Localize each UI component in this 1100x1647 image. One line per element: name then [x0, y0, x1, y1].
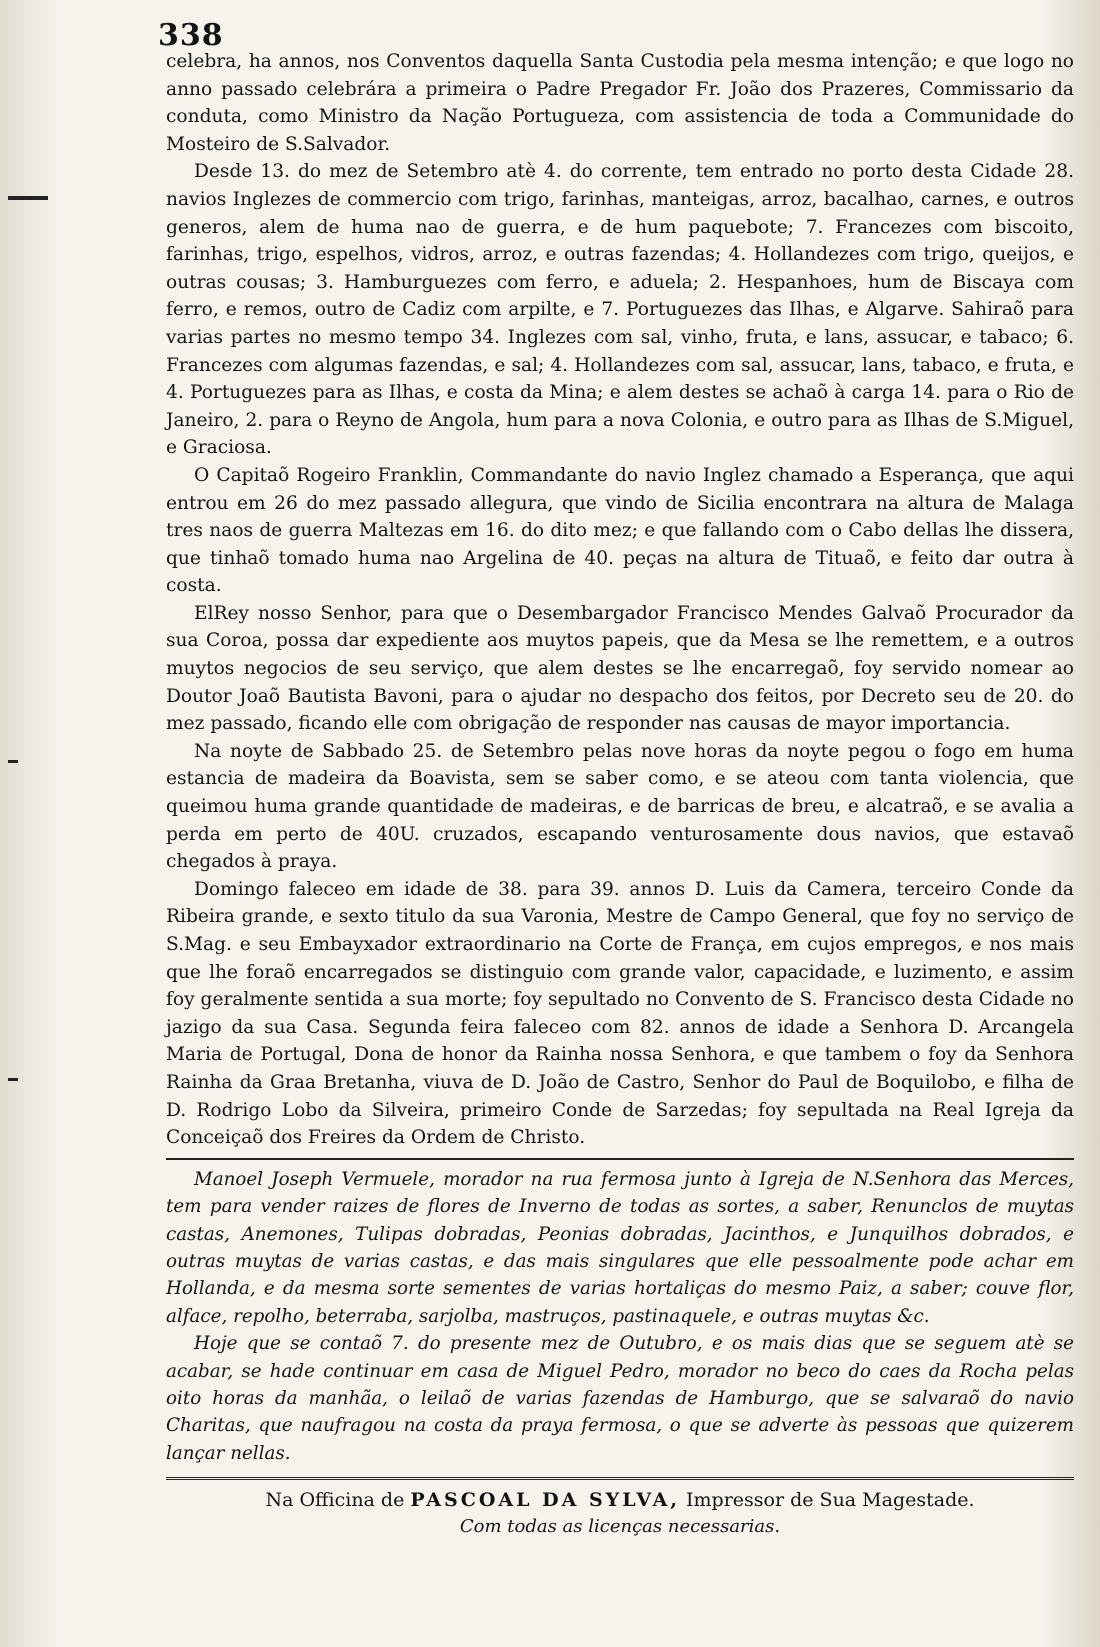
section-divider: [166, 1158, 1074, 1160]
imprint-prefix: Na Officina de: [265, 1489, 405, 1512]
page-number: 338: [158, 18, 224, 53]
margin-mark: [8, 760, 18, 763]
imprint-suffix: Impressor de Sua Magestade.: [686, 1489, 975, 1512]
news-paragraph: celebra, ha annos, nos Conventos daquella Santa Custodia pela mesma intenção; e que logo no anno passado celebrára a primeira o Padre Pregador Fr. João dos Prazeres, Commissario da conduta, como Ministro da Nação Portugueza, com assistencia de toda a Communidade do Mosteiro de S.Salvador.: [166, 51, 1074, 155]
news-paragraph: Desde 13. do mez de Setembro atè 4. do corrente, tem entrado no porto desta Cidade 28. navios Inglezes de commercio com trigo, farinhas, manteigas, arroz, bacalhao, carnes, e outros generos, alem de huma nao de guerra, e de hum paquebote; 7. Francezes com biscoito, farinhas, trigo, espelhos, vidros, arroz, e outras fazendas; 4. Hollandezes com trigo, queijos, e outras cousas; 3. Hamburguezes com ferro, e aduela; 2. Hespanhoes, hum de Biscaya com ferro, e remos, outro de Cadiz com arpilte, e 7. Portuguezes das Ilhas, e Algarve. Sahiraõ para varias partes no mesmo tempo 34. Inglezes com sal, vinho, fruta, e lans, assucar, e tabaco; 6. Francezes com algumas fazendas, e sal; 4. Hollandezes com sal, assucar, lans, tabaco, e fruta, e 4. Portuguezes para as Ilhas, e costa da Mina; e alem destes se achaõ à carga 14. para o Rio de Janeiro, 2. para o Reyno de Angola, hum para a nova Colonia, e outro para as Ilhas de S.Miguel, e Graciosa.: [166, 161, 1074, 459]
margin-mark: [8, 1078, 18, 1081]
margin-mark: [8, 196, 48, 200]
news-paragraph: Domingo faleceo em idade de 38. para 39. annos D. Luis da Camera, terceiro Conde da Ribeira grande, e sexto titulo da sua Varonia, Mestre de Campo General, que foy no serviço de S.Mag. e seu Embayxador extraordinario na Corte de França, em cujos empregos, e nos mais que lhe foraõ encarregados se distinguio com grande valor, capacidade, e luzimento, e assim foy geralmente sentida a sua morte; foy sepultado no Convento de S. Francisco desta Cidade no jazigo da sua Casa. Segunda feira faleceo com 82. annos de idade a Senhora D. Arcangela Maria de Portugal, Dona de honor da Rainha nossa Senhora, e que tambem o foy da Senhora Rainha da Graa Bretanha, viuva de D. João de Castro, Senhor do Paul de Boquilobo, e filha de D. Rodrigo Lobo da Silveira, primeiro Conde de Sarzedas; foy sepultada na Real Igreja da Conceiçaõ dos Freires da Ordem de Christo.: [166, 878, 1074, 1149]
advertisement: Manoel Joseph Vermuele, morador na rua fermosa junto à Igreja de N.Senhora das Merces, tem para vender raizes de flores de Inverno de todas as sortes, a saber, Renunclos de muytas castas, Anemones, Tulipas dobradas, Peonias dobradas, Jacinthos, e Junquilhos dobrados, e outras muytas de varias castas, e das mais singulares que elle pessoalmente pode achar em Hollanda, e da mesma sorte sementes de varias hortaliças do mesmo Paiz, a saber; couve flor, alface, repolho, beterraba, sarjolba, mastruços, pastinaquele, e outras muytas &c.: [166, 1168, 1074, 1327]
licences-line: Com todas as licenças necessarias.: [459, 1516, 781, 1538]
news-paragraph: ElRey nosso Senhor, para que o Desembargador Francisco Mendes Galvaõ Procurador da sua Coroa, possa dar expediente aos muytos papeis, que da Mesa se lhe remettem, e a outros muytos negocios de seu serviço, que alem destes se lhe encarregaõ, foy servido nomear ao Doutor Joaõ Bautista Bavoni, para o ajudar no despacho dos feitos, por Decreto seu de 20. do mez passado, ficando elle com obrigação de responder nas causas de mayor importancia.: [166, 602, 1074, 735]
news-paragraph: O Capitaõ Rogeiro Franklin, Commandante do navio Inglez chamado a Esperança, que aqui entrou em 26 do mez passado allegura, que vindo de Sicilia encontrara na altura de Malaga tres naos de guerra Maltezas em 16. do dito mez; e que fallando com o Cabo dellas lhe dissera, que tinhaõ tomado huma nao Argelina de 40. peças na altura de Tituaõ, e feito dar outra à costa.: [166, 464, 1074, 597]
imprint-line: [166, 1486, 1074, 1514]
text-column: [166, 48, 1074, 1540]
printer-name: PASCOAL DA SYLVA,: [410, 1489, 680, 1512]
advertisement: Hoje que se contaõ 7. do presente mez de Outubro, e os mais dias que se seguem atè se acabar, se hade continuar em casa de Miguel Pedro, morador no beco do caes da Rocha pelas oito horas da manhãa, o leilaõ de varias fazendas de Hamburgo, que se salvaraõ do navio Charitas, que naufragou na costa da praya fermosa, o que se adverte às pessoas que quizerem lançar nellas.: [166, 1333, 1074, 1464]
imprint-divider: [166, 1477, 1074, 1480]
advertisements: [166, 1166, 1074, 1467]
news-paragraph: Na noyte de Sabbado 25. de Setembro pelas nove horas da noyte pegou o fogo em huma estancia de madeira da Boavista, sem se saber como, e se ateou com tanta violencia, que queimou huma grande quantidade de madeiras, e de barricas de breu, e alcatraõ, e se avalia a perda em perto de 40U. cruzados, escapando venturosamente dous navios, que estavaõ chegados à praya.: [166, 740, 1074, 873]
